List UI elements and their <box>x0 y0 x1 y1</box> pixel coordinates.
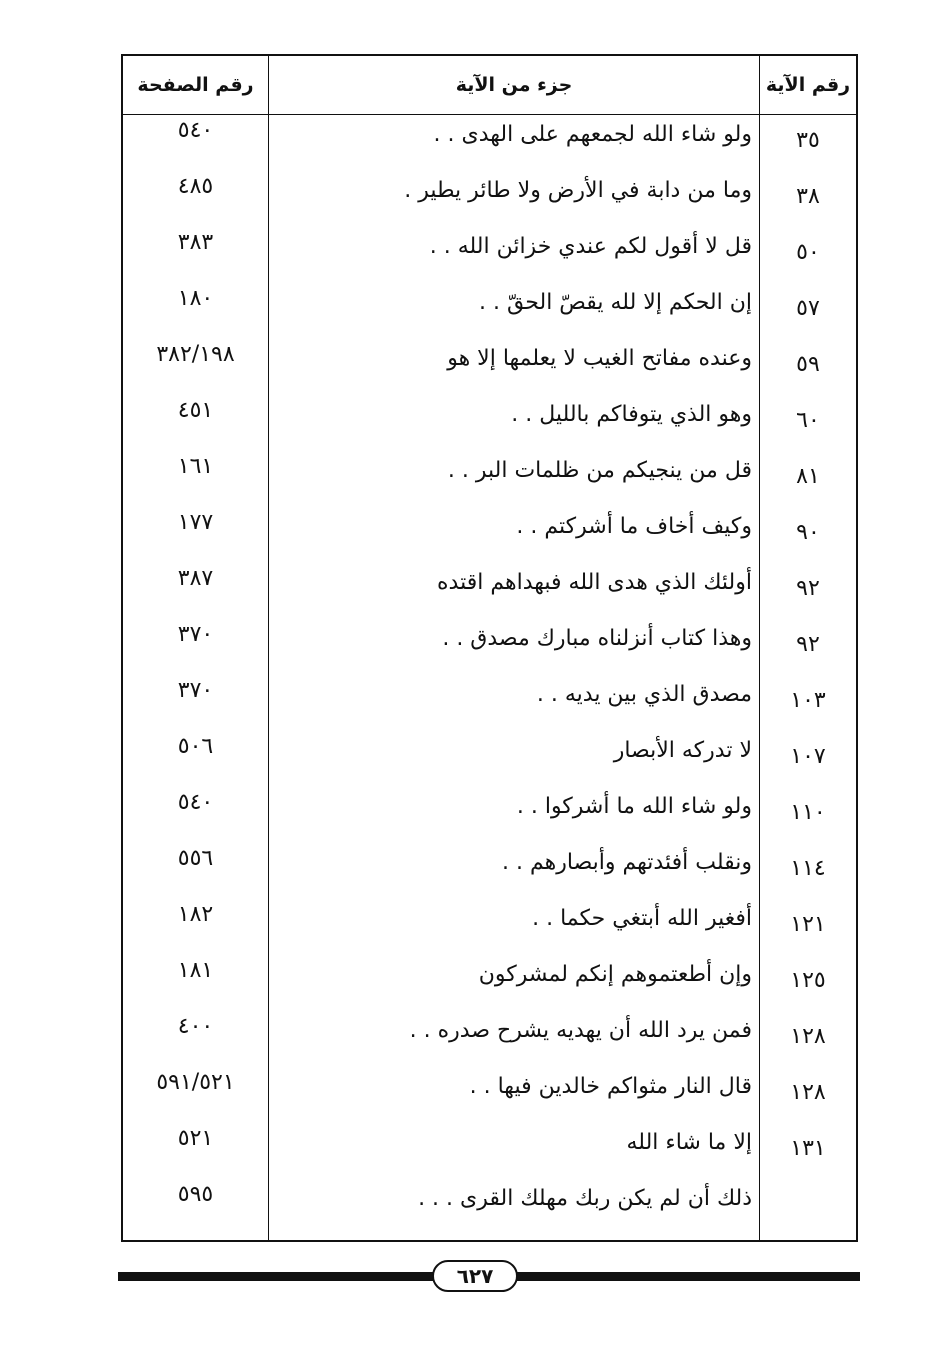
verse-part-cell: ونقلب أفئدتهم وأبصارهم . . <box>502 850 752 875</box>
page-number-cell: ٤٠٠ <box>177 1014 214 1039</box>
page-number-cell: ٣٧٠ <box>177 678 214 703</box>
verse-part-cell: إن الحكم إلا لله يقصّ الحقّ . . <box>478 290 752 315</box>
page-number-cell: ٣٨٢/١٩٨ <box>156 342 235 367</box>
table-row <box>123 338 856 394</box>
table-row <box>123 226 856 282</box>
verse-part-cell: قال النار مثواكم خالدين فيها . . <box>469 1074 752 1099</box>
page-number-cell: ٣٨٧ <box>177 566 214 591</box>
verse-part-cell: وهذا كتاب أنزلناه مبارك مصدق . . <box>442 626 752 651</box>
page-number-cell: ١٧٧ <box>177 510 214 535</box>
table-row <box>123 954 856 1010</box>
header-page-number: رقم الصفحة <box>137 74 254 96</box>
table-row <box>123 506 856 562</box>
verse-number-cell: ٩٠ <box>796 520 820 545</box>
page-number-cell: ١٦١ <box>177 454 214 479</box>
table-row <box>123 450 856 506</box>
verse-number-cell: ١٠٧ <box>790 744 826 769</box>
verse-number-cell: ١٢١ <box>790 912 826 937</box>
verse-number-cell: ١٢٥ <box>790 968 826 993</box>
table-row <box>123 1122 856 1178</box>
page-number-cell: ٥٩١/٥٢١ <box>156 1070 235 1095</box>
verse-part-cell: ولو شاء الله ما أشركوا . . <box>516 794 752 819</box>
table-row <box>123 674 856 730</box>
table-row <box>123 562 856 618</box>
verse-number-cell: ٨١ <box>796 464 820 489</box>
verse-part-cell: ذلك أن لم يكن ربك مهلك القرى . . . <box>418 1186 752 1211</box>
index-table <box>121 54 858 1242</box>
verse-number-cell: ١٠٣ <box>790 688 826 713</box>
table-row <box>123 786 856 842</box>
page-number-cell: ٥٥٦ <box>177 846 214 871</box>
page-number-cell: ٣٨٣ <box>177 230 214 255</box>
verse-part-cell: وكيف أخاف ما أشركتم . . <box>516 514 752 539</box>
table-row <box>123 282 856 338</box>
verse-number-cell: ١١٠ <box>790 800 826 825</box>
table-row <box>123 1178 856 1234</box>
page-number-cell: ٥٤٠ <box>177 118 214 143</box>
verse-number-cell: ١١٤ <box>790 856 826 881</box>
verse-part-cell: وإن أطعتموهم إنكم لمشركون <box>478 962 752 987</box>
page-number-badge: ٦٢٧ <box>432 1260 518 1292</box>
page-number-cell: ٤٥١ <box>177 398 214 423</box>
verse-number-cell: ٥٧ <box>796 296 820 321</box>
header-verse-part: جزء من الآية <box>455 74 573 96</box>
table-row <box>123 114 856 170</box>
verse-part-cell: قل من ينجيكم من ظلمات البر . . <box>447 458 752 483</box>
page-number-cell: ٤٨٥ <box>177 174 214 199</box>
table-row <box>123 842 856 898</box>
verse-number-cell: ١٢٨ <box>790 1080 826 1105</box>
table-row <box>123 898 856 954</box>
verse-number-cell: ٩٢ <box>796 576 820 601</box>
verse-part-cell: لا تدركه الأبصار <box>613 738 752 763</box>
verse-part-cell: أفغير الله أبتغي حكما . . <box>532 906 752 931</box>
table-row <box>123 1010 856 1066</box>
verse-number-cell: ١٣١ <box>790 1136 826 1161</box>
verse-number-cell: ٥٠ <box>796 240 820 265</box>
verse-number-cell: ٩٢ <box>796 632 820 657</box>
table-row <box>123 394 856 450</box>
verse-part-cell: مصدق الذي بين يديه . . <box>536 682 752 707</box>
page-number-cell: ١٨١ <box>177 958 214 983</box>
verse-number-cell: ٥٩ <box>796 352 820 377</box>
table-row <box>123 170 856 226</box>
verse-part-cell: ولو شاء الله لجمعهم على الهدى . . <box>433 122 752 147</box>
verse-part-cell: إلا ما شاء الله <box>626 1130 752 1155</box>
verse-part-cell: أولئك الذي هدى الله فبهداهم اقتده <box>437 570 752 595</box>
verse-part-cell: وعنده مفاتح الغيب لا يعلمها إلا هو <box>447 346 752 371</box>
table-header <box>123 56 856 115</box>
verse-part-cell: فمن يرد الله أن يهديه يشرح صدره . . <box>409 1018 752 1043</box>
verse-number-cell: ٣٥ <box>796 128 820 153</box>
table-row <box>123 618 856 674</box>
verse-part-cell: وما من دابة في الأرض ولا طائر يطير . <box>404 178 752 203</box>
page-number-cell: ٥٢١ <box>177 1126 214 1151</box>
header-verse-number: رقم الآية <box>765 74 851 96</box>
page-number-cell: ٥٠٦ <box>177 734 214 759</box>
page-number-cell: ٣٧٠ <box>177 622 214 647</box>
page-number-cell: ١٨٠ <box>177 286 214 311</box>
page-number-cell: ٥٤٠ <box>177 790 214 815</box>
verse-part-cell: وهو الذي يتوفاكم بالليل . . <box>511 402 752 427</box>
verse-part-cell: قل لا أقول لكم عندي خزائن الله . . <box>429 234 752 259</box>
verse-number-cell: ٣٨ <box>796 184 820 209</box>
table-row <box>123 730 856 786</box>
verse-number-cell: ١٢٨ <box>790 1024 826 1049</box>
table-row <box>123 1066 856 1122</box>
page-number-cell: ٥٩٥ <box>177 1182 214 1207</box>
page-number-cell: ١٨٢ <box>177 902 214 927</box>
verse-number-cell: ٦٠ <box>796 408 820 433</box>
